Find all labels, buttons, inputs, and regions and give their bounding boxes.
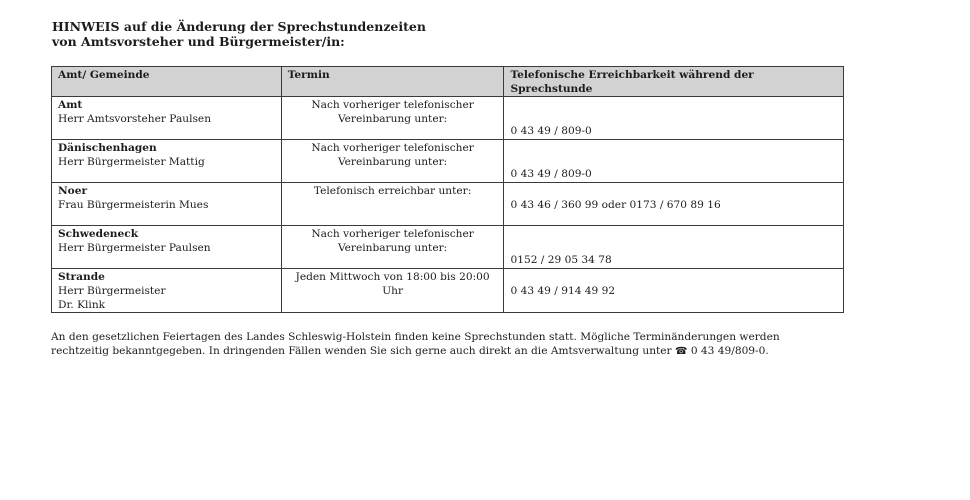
table-row (52, 140, 844, 183)
termin-line: Telefonisch erreichbar unter: (313, 185, 472, 197)
termin-line: Vereinbarung unter: (337, 242, 448, 254)
termin-line: Nach vorheriger telefonischer (311, 142, 474, 154)
termin-line: Vereinbarung unter: (337, 113, 448, 125)
office-cell (52, 226, 282, 269)
table-header-row (52, 67, 844, 97)
office-name: Dänischenhagen (58, 142, 157, 154)
phone-cell (504, 269, 844, 313)
termin-cell (281, 183, 504, 226)
office-name: Strande (58, 271, 105, 283)
phone-number: 0152 / 29 05 34 78 (510, 254, 612, 266)
office-name: Schwedeneck (58, 228, 139, 240)
footnote-line-1: An den gesetzlichen Feiertagen des Landes Schleswig-Holstein finden keine Sprechstunden statt. Mögliche Terminänderungen werden (51, 331, 780, 343)
office-name: Amt (58, 99, 83, 111)
termin-cell (281, 269, 504, 313)
column-header-amt-gemeinde: Amt/ Gemeinde (52, 67, 282, 97)
office-name: Noer (58, 185, 88, 197)
page-heading (52, 19, 426, 49)
table-row (52, 226, 844, 269)
phone-cell (504, 140, 844, 183)
termin-cell (281, 140, 504, 183)
office-cell (52, 140, 282, 183)
termin-line: Vereinbarung unter: (337, 156, 448, 168)
person-name: Dr. Klink (58, 299, 106, 311)
footnote-phone-number: 0 43 49/809-0. (687, 345, 769, 357)
phone-number: 0 43 46 / 360 99 oder 0173 / 670 89 16 (510, 199, 721, 211)
person-name: Herr Bürgermeister Paulsen (58, 242, 211, 254)
person-name: Herr Amtsvorsteher Paulsen (58, 113, 212, 125)
office-cell (52, 97, 282, 140)
termin-line: Jeden Mittwoch von 18:00 bis 20:00 (295, 271, 490, 283)
termin-line: Nach vorheriger telefonischer (311, 99, 474, 111)
footnote-line-2: rechtzeitig bekanntgegeben. In dringenden Fällen wenden Sie sich gerne auch direkt an die Amtsverwaltung unter (51, 345, 675, 357)
phone-number: 0 43 49 / 809-0 (510, 168, 592, 180)
termin-line: Uhr (382, 285, 404, 297)
phone-cell (504, 97, 844, 140)
person-name: Herr Bürgermeister (58, 285, 166, 297)
person-name: Frau Bürgermeisterin Mues (58, 199, 209, 211)
phone-cell (504, 183, 844, 226)
office-cell (52, 183, 282, 226)
termin-line: Nach vorheriger telefonischer (311, 228, 474, 240)
heading-line-2: von Amtsvorsteher und Bürgermeister/in: (52, 34, 345, 49)
person-name: Herr Bürgermeister Mattig (58, 156, 205, 168)
phone-cell (504, 226, 844, 269)
heading-line-1: HINWEIS auf die Änderung der Sprechstundenzeiten (52, 19, 426, 34)
office-hours-table (51, 66, 844, 313)
phone-number: 0 43 49 / 914 49 92 (510, 285, 616, 297)
table-row (52, 183, 844, 226)
phone-icon: ☎ (674, 346, 688, 357)
termin-cell (281, 226, 504, 269)
table-row (52, 97, 844, 140)
termin-cell (281, 97, 504, 140)
column-header-telefon: Telefonische Erreichbarkeit während der Sprechstunde (504, 67, 844, 97)
table-row (52, 269, 844, 313)
phone-number: 0 43 49 / 809-0 (510, 125, 592, 137)
footnote (51, 330, 851, 359)
office-cell (52, 269, 282, 313)
column-header-termin: Termin (281, 67, 504, 97)
